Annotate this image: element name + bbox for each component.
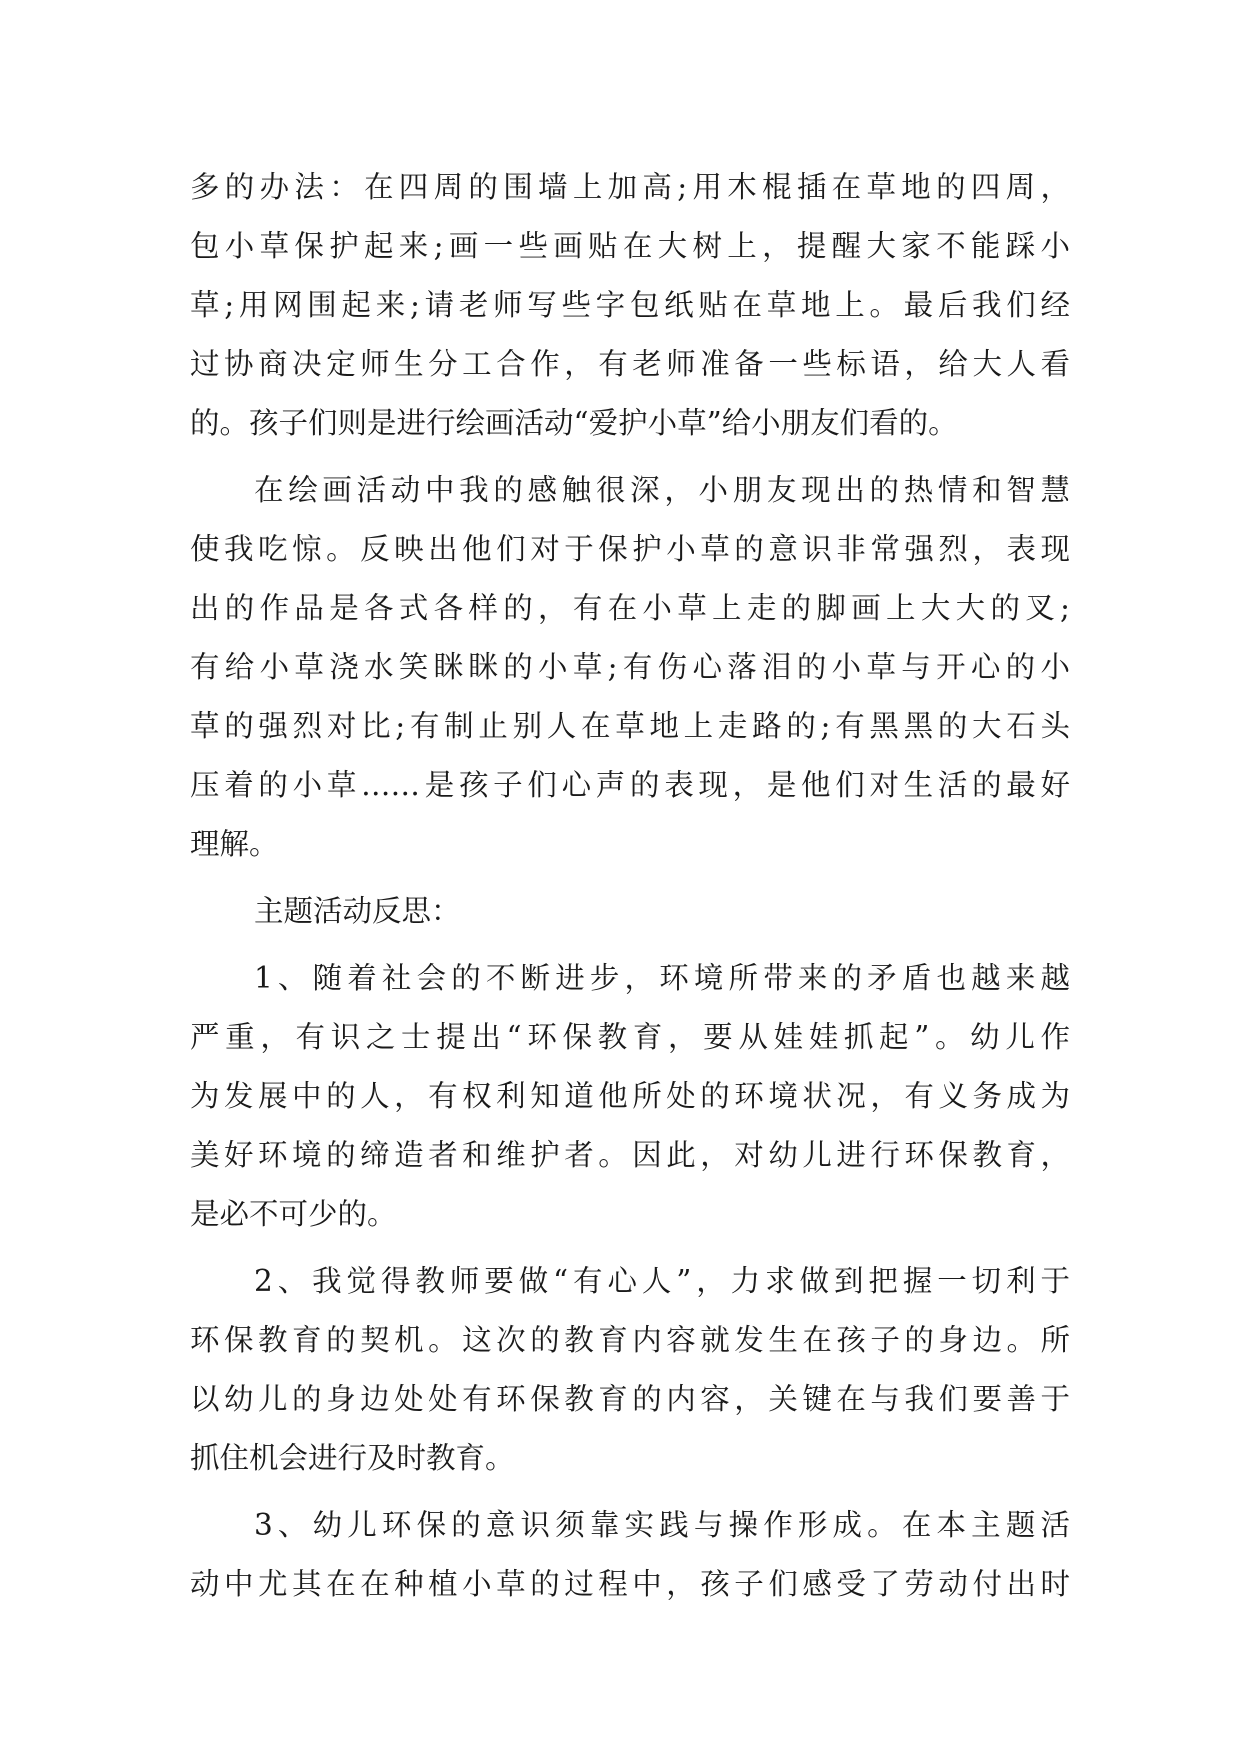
paragraph xyxy=(190,461,1070,874)
text-line: 的。孩子们则是进行绘画活动“爱护小草”给小朋友们看的。 xyxy=(190,406,958,440)
text-line: 以幼儿的身边处处有环保教育的内容，关键在与我们要善于 xyxy=(190,1382,1070,1416)
text-line: 过协商决定师生分工合作，有老师准备一些标语，给大人看 xyxy=(190,347,1070,381)
text-line: 3、幼儿环保的意识须靠实践与操作形成。在本主题活 xyxy=(254,1508,1070,1542)
paragraph xyxy=(190,1252,1070,1488)
text-line: 使我吃惊。反映出他们对于保护小草的意识非常强烈，表现 xyxy=(190,532,1070,566)
text-line: 为发展中的人，有权利知道他所处的环境状况，有义务成为 xyxy=(190,1079,1070,1113)
text-line: 在绘画活动中我的感触很深，小朋友现出的热情和智慧 xyxy=(254,473,1070,507)
text-line: 动中尤其在在种植小草的过程中，孩子们感受了劳动付出时 xyxy=(190,1567,1070,1601)
text-line: 草的强烈对比;有制止别人在草地上走路的;有黑黑的大石头 xyxy=(190,709,1070,743)
document-body xyxy=(190,158,1070,1614)
text-line: 主题活动反思： xyxy=(254,894,461,928)
text-line: 草;用网围起来;请老师写些字包纸贴在草地上。最后我们经 xyxy=(190,288,1070,322)
text-line: 多的办法：在四周的围墙上加高;用木棍插在草地的四周， xyxy=(190,170,1070,204)
section-heading xyxy=(190,882,1070,941)
text-line: 理解。 xyxy=(190,827,279,861)
text-line: 严重，有识之士提出“环保教育，要从娃娃抓起”。幼儿作 xyxy=(190,1020,1070,1054)
text-line: 环保教育的契机。这次的教育内容就发生在孩子的身边。所 xyxy=(190,1323,1070,1357)
text-line: 2、我觉得教师要做“有心人”，力求做到把握一切利于 xyxy=(254,1264,1070,1298)
paragraph xyxy=(190,1496,1070,1614)
text-line: 抓住机会进行及时教育。 xyxy=(190,1441,515,1475)
text-line: 美好环境的缔造者和维护者。因此，对幼儿进行环保教育， xyxy=(190,1138,1070,1172)
text-line: 出的作品是各式各样的，有在小草上走的脚画上大大的叉; xyxy=(190,591,1070,625)
paragraph xyxy=(190,949,1070,1244)
text-line: 是必不可少的。 xyxy=(190,1197,397,1231)
text-line: 包小草保护起来;画一些画贴在大树上，提醒大家不能踩小 xyxy=(190,229,1070,263)
text-line: 有给小草浇水笑眯眯的小草;有伤心落泪的小草与开心的小 xyxy=(190,650,1070,684)
paragraph xyxy=(190,158,1070,453)
text-line: 压着的小草……是孩子们心声的表现，是他们对生活的最好 xyxy=(190,768,1070,802)
text-line: 1、随着社会的不断进步，环境所带来的矛盾也越来越 xyxy=(254,961,1070,995)
